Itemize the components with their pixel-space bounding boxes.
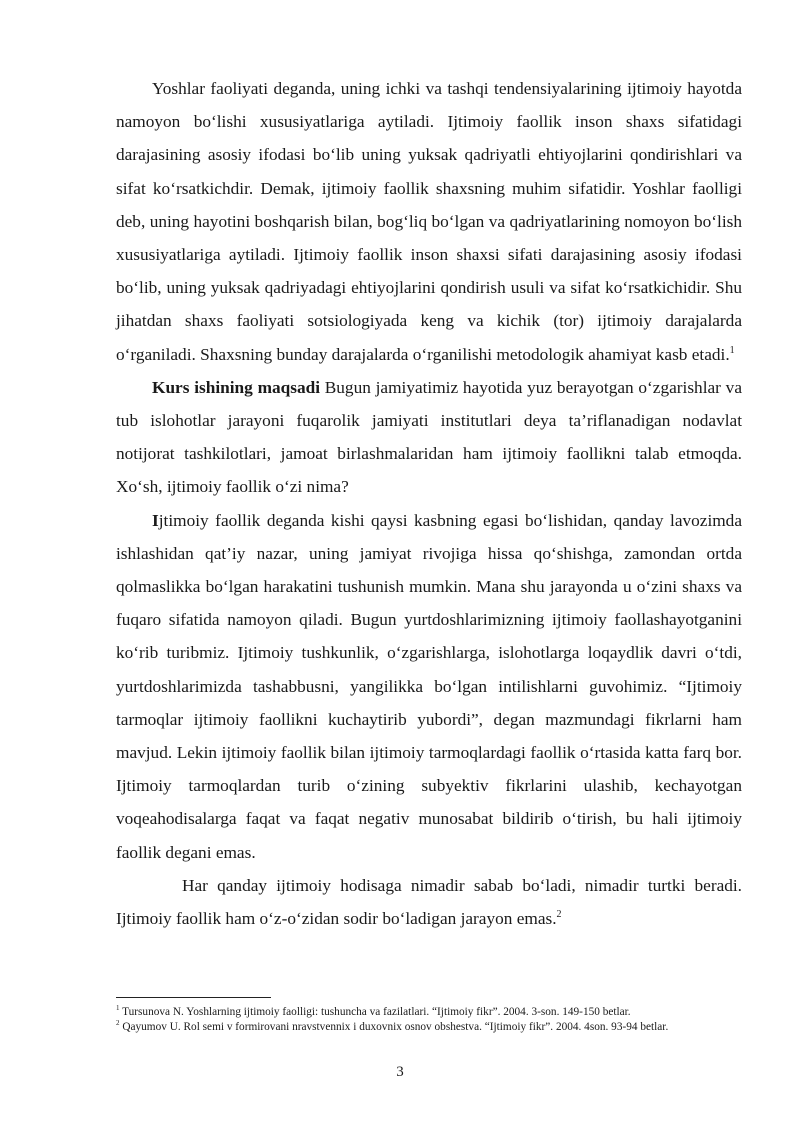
footnote-text: Tursunova N. Yoshlarning ijtimoiy faolligi: tushuncha va fazilatlari. “Ijtimoiy fikr”. 2004. 3-son. 149-150 betlar.: [122, 1006, 631, 1018]
footnote-1: [116, 1005, 742, 1019]
footnote-reference: 1: [729, 344, 735, 356]
footnote-text: Qayumov U. Rol semi v formirovani nravstvennix i duxovnix osnov obshestva. “Ijtimoiy fikr”. 2004. 4son. 93-94 betlar.: [122, 1021, 669, 1034]
paragraph-text: Bugun jamiyatimiz hayotida yuz berayotgan o‘zgarishlar va tub islohotlar jarayoni fuqarolik jamiyati institutlari deya ta’riflanadigan nodavlat notijorat tashkilotlari, jamoat birlashmalaridan ham ijtimoiy faollikni talab etmoqda. Xo‘sh, ijtimoiy faollik o‘zi nima?: [116, 377, 742, 497]
paragraph-cause: [116, 869, 742, 935]
bold-initial: I: [152, 510, 159, 530]
bold-heading: Kurs ishining maqsadi: [152, 377, 320, 397]
page-body: [116, 72, 742, 935]
footnotes: [116, 1005, 742, 1036]
page-number: 3: [396, 1064, 404, 1080]
paragraph-text: Har qanday ijtimoiy hodisaga nimadir sabab bo‘ladi, nimadir turtki beradi. Ijtimoiy faollik ham o‘z-o‘zidan sodir bo‘ladigan jarayon emas.: [116, 875, 742, 929]
footnote-mark: 2: [116, 1019, 120, 1028]
footnote-2: [116, 1020, 742, 1034]
paragraph-youth-activity: [116, 72, 742, 371]
paragraph-text: jtimoiy faollik deganda kishi qaysi kasbning egasi bo‘lishidan, qanday lavozimda ishlashidan qat’iy nazar, uning jamiyat rivojiga hissa qo‘shishga, zamondan ortda qolmaslikka bo‘lgan harakatini tushunish mumkin. Mana shu jarayonda u o‘zini shaxs va fuqaro sifatida namoyon qiladi. Bugun yurtdoshlarimizning ijtimoiy faollashayotganini ko‘rib turibmiz. Ijtimoiy tushkunlik, o‘zgarishlarga, islohotlarga loqaydlik davri o‘tdi, yurtdoshlarimizda tashabbusni, yangilikka bo‘lgan intilishlarni guvohimiz. “Ijtimoiy tarmoqlar ijtimoiy faollikni kuchaytirib yubordi”, degan mazmundagi fikrlarni ham mavjud. Lekin ijtimoiy faollik bilan ijtimoiy tarmoqlardagi faollik o‘rtasida katta farq bor. Ijtimoiy tarmoqlardan turib o‘zining subyektiv fikrlarini ulashib, kechayotgan voqeahodisalarga faqat va faqat negativ munosabat bildirib o‘tirish, bu hali ijtimoiy faollik degani emas.: [116, 510, 742, 862]
paragraph-social-activity: [116, 504, 742, 869]
footnote-divider: [116, 997, 271, 998]
paragraph-text: Yoshlar faoliyati deganda, uning ichki va tashqi tendensiyalarining ijtimoiy hayotda namoyon bo‘lishi xususiyatlariga aytiladi. Ijtimoiy faollik inson shaxs sifatidagi darajasining asosiy ifodasi bo‘lib uning yuksak qadriyatli ehtiyojlarini qondirishlari va sifat ko‘rsatkichdir. Demak, ijtimoiy faollik shaxsning muhim sifatidir. Yoshlar faolligi deb, uning hayotini boshqarish bilan, bog‘liq bo‘lgan va qadriyatlarining nomoyon bo‘lish xususiyatlariga aytiladi. Ijtimoiy faollik inson shaxsi sifati darajasining asosiy ifodasi bo‘lib, uning yuksak qadriyadagi ehtiyojlarini qondirish usuli va sifat ko‘rsatkichidir. Shu jihatdan shaxs faoliyati sotsiologiyada keng va kichik (tor) ijtimoiy darajalarda o‘rganiladi. Shaxsning bunday darajalarda o‘rganilishi metodologik ahamiyat kasb etadi.: [116, 79, 742, 364]
footnote-reference: 2: [556, 909, 562, 921]
footnote-mark: 1: [116, 1004, 120, 1013]
paragraph-course-goal: [116, 371, 742, 504]
